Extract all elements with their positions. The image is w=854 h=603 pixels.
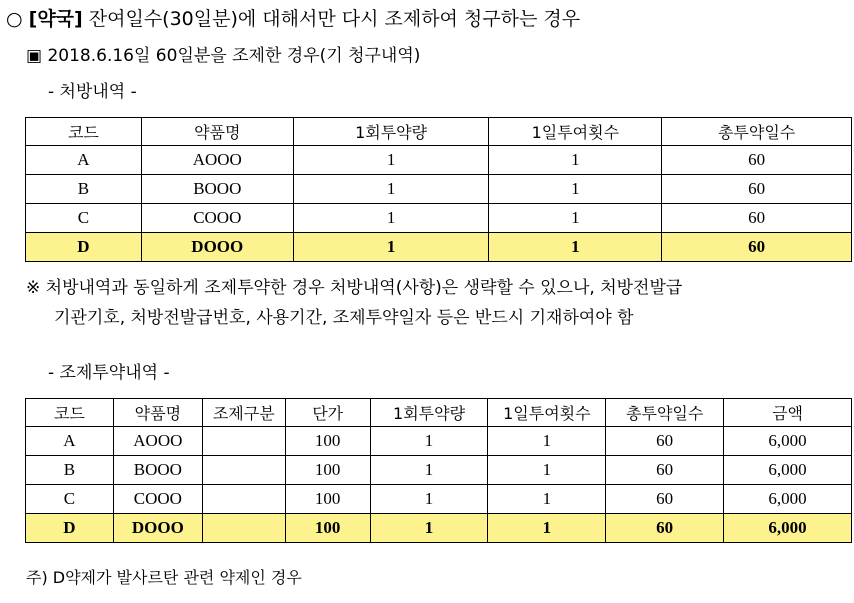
cell-dispense-type: [202, 456, 285, 485]
cell-daily-freq: 1: [489, 146, 662, 175]
cell-dose: 1: [293, 175, 489, 204]
prescription-section-heading: - 처방내역 -: [48, 82, 137, 102]
circle-bullet: ○: [6, 8, 23, 30]
cell-total-days: 60: [606, 456, 724, 485]
table-row-highlighted: [26, 514, 852, 543]
table-row: [26, 485, 852, 514]
cell-total-days: 60: [606, 485, 724, 514]
footnote: 주) D약제가 발사르탄 관련 약제인 경우: [26, 568, 302, 587]
cell-unit-price: 100: [285, 514, 370, 543]
table-row: [26, 427, 852, 456]
title-pharmacy-tag: [약국]: [28, 8, 83, 30]
cell-total-days: 60: [662, 146, 852, 175]
cell-amount: 6,000: [724, 456, 852, 485]
cell-drug-name: DOOO: [113, 514, 202, 543]
case-subtitle: ▣ 2018.6.16일 60일분을 조제한 경우(기 청구내역): [26, 46, 421, 66]
cell-code: D: [26, 233, 142, 262]
cell-drug-name: AOOO: [141, 146, 293, 175]
column-header: 금액: [724, 399, 852, 427]
cell-dose: 1: [370, 456, 488, 485]
cell-amount: 6,000: [724, 485, 852, 514]
column-header: 조제구분: [202, 399, 285, 427]
dispensing-table: [25, 398, 852, 543]
prescription-table: [25, 117, 852, 262]
column-header: 코드: [26, 399, 114, 427]
cell-unit-price: 100: [285, 427, 370, 456]
table-row: [26, 175, 852, 204]
cell-dispense-type: [202, 514, 285, 543]
cell-total-days: 60: [662, 204, 852, 233]
cell-dose: 1: [370, 427, 488, 456]
cell-daily-freq: 1: [488, 514, 606, 543]
note-line-1: ※ 처방내역과 동일하게 조제투약한 경우 처방내역(사항)은 생략할 수 있으나, 처방전발급: [26, 278, 683, 298]
column-header: 1일투여횟수: [489, 118, 662, 146]
dispensing-section-heading: - 조제투약내역 -: [48, 363, 170, 383]
cell-drug-name: BOOO: [141, 175, 293, 204]
cell-daily-freq: 1: [489, 175, 662, 204]
cell-dose: 1: [293, 204, 489, 233]
cell-drug-name: BOOO: [113, 456, 202, 485]
column-header: 약품명: [113, 399, 202, 427]
table-row: [26, 146, 852, 175]
cell-code: C: [26, 204, 142, 233]
cell-dispense-type: [202, 427, 285, 456]
cell-amount: 6,000: [724, 427, 852, 456]
cell-dose: 1: [293, 146, 489, 175]
cell-code: C: [26, 485, 114, 514]
title-text: 잔여일수(30일분)에 대해서만 다시 조제하여 청구하는 경우: [82, 8, 581, 30]
table-row-highlighted: [26, 233, 852, 262]
cell-daily-freq: 1: [488, 456, 606, 485]
cell-drug-name: DOOO: [141, 233, 293, 262]
cell-code: A: [26, 427, 114, 456]
column-header: 총투약일수: [662, 118, 852, 146]
note-line-2: 기관기호, 처방전발급번호, 사용기간, 조제투약일자 등은 반드시 기재하여야 함: [54, 308, 634, 328]
table-header-row: [26, 118, 852, 146]
table-row: [26, 456, 852, 485]
cell-dispense-type: [202, 485, 285, 514]
table-row: [26, 204, 852, 233]
cell-total-days: 60: [662, 175, 852, 204]
cell-daily-freq: 1: [488, 485, 606, 514]
cell-dose: 1: [370, 514, 488, 543]
cell-daily-freq: 1: [489, 204, 662, 233]
cell-total-days: 60: [662, 233, 852, 262]
column-header: 코드: [26, 118, 142, 146]
cell-code: B: [26, 175, 142, 204]
column-header: 1회투약량: [293, 118, 489, 146]
cell-dose: 1: [293, 233, 489, 262]
column-header: 단가: [285, 399, 370, 427]
column-header: 총투약일수: [606, 399, 724, 427]
cell-unit-price: 100: [285, 485, 370, 514]
cell-code: B: [26, 456, 114, 485]
cell-total-days: 60: [606, 427, 724, 456]
doc-title: [6, 4, 580, 31]
column-header: 약품명: [141, 118, 293, 146]
cell-code: A: [26, 146, 142, 175]
cell-amount: 6,000: [724, 514, 852, 543]
cell-unit-price: 100: [285, 456, 370, 485]
cell-daily-freq: 1: [488, 427, 606, 456]
cell-drug-name: COOO: [141, 204, 293, 233]
column-header: 1일투여횟수: [488, 399, 606, 427]
cell-total-days: 60: [606, 514, 724, 543]
cell-code: D: [26, 514, 114, 543]
cell-drug-name: COOO: [113, 485, 202, 514]
cell-drug-name: AOOO: [113, 427, 202, 456]
table-header-row: [26, 399, 852, 427]
column-header: 1회투약량: [370, 399, 488, 427]
cell-dose: 1: [370, 485, 488, 514]
cell-daily-freq: 1: [489, 233, 662, 262]
